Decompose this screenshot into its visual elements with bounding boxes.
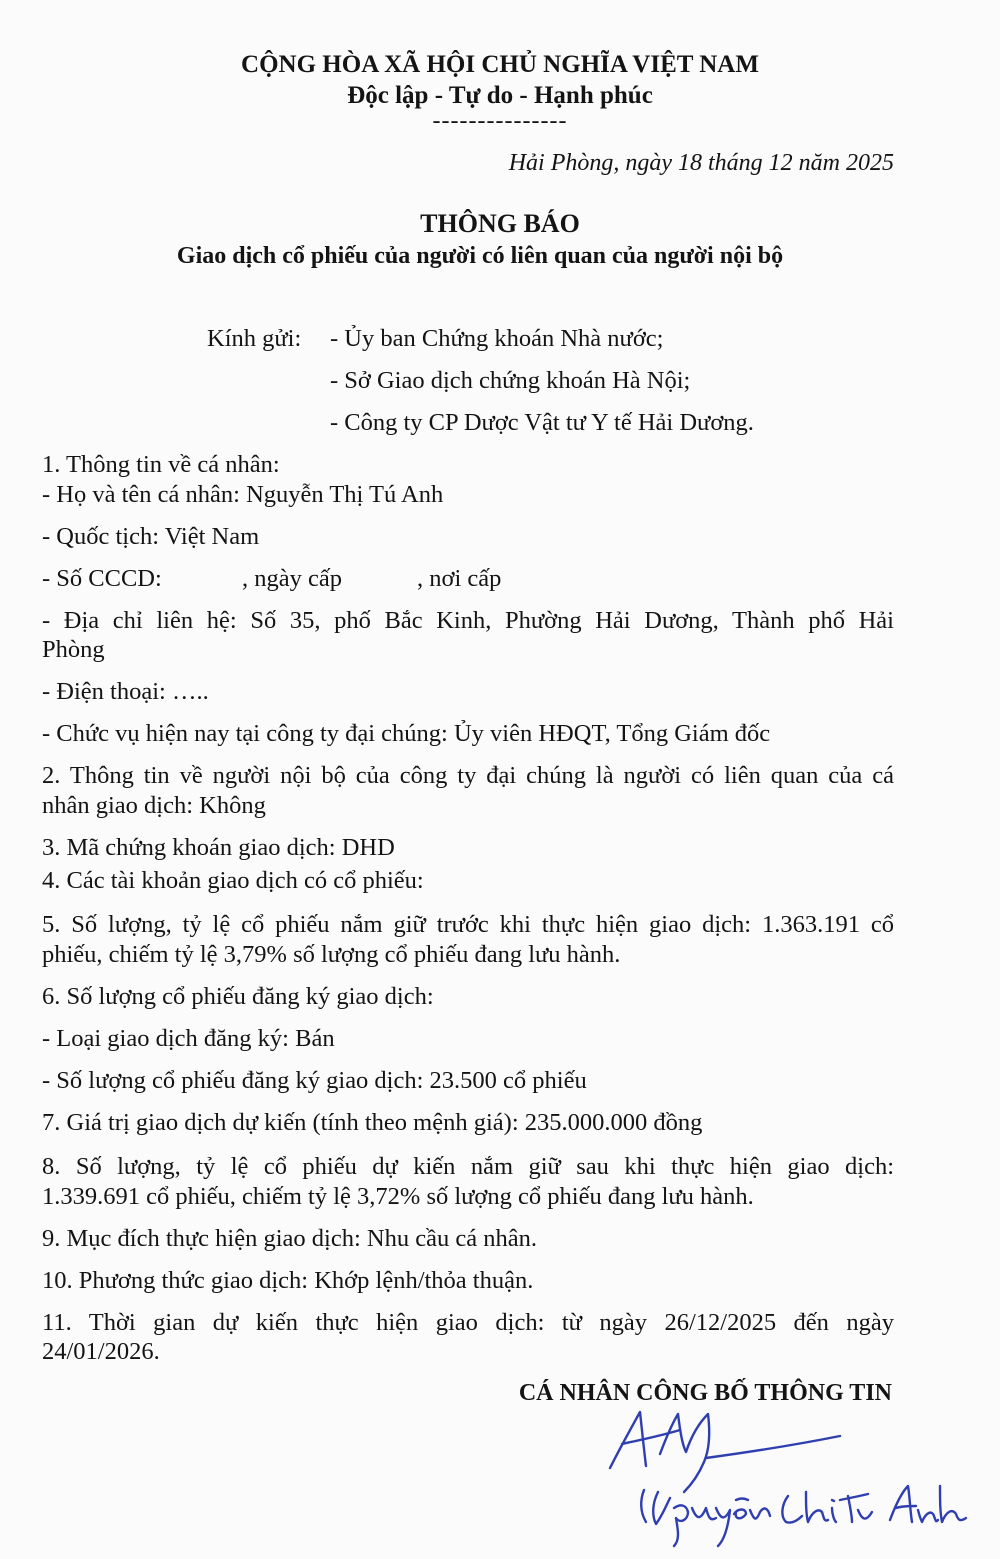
signature-heading: CÁ NHÂN CÔNG BỐ THÔNG TIN: [518, 1380, 892, 1406]
section-5-line-2: phiếu, chiếm tỷ lệ 3,79% số lượng cổ phiếu đang lưu hành.: [42, 941, 621, 968]
section-2-line-2: nhân giao dịch: Không: [42, 792, 266, 819]
section-8-line-1: 8. Số lượng, tỷ lệ cổ phiếu dự kiến nắm giữ sau khi thực hiện giao dịch:: [42, 1153, 894, 1180]
section-2-line-1: 2. Thông tin về người nội bộ của công ty đại chúng là người có liên quan của cá: [42, 762, 894, 789]
recipients-label: Kính gửi:: [207, 325, 302, 352]
section-6-title: 6. Số lượng cổ phiếu đăng ký giao dịch:: [42, 983, 434, 1010]
national-motto: Độc lập - Tự do - Hạnh phúc: [347, 82, 653, 109]
section-11-line-2: 24/01/2026.: [42, 1338, 160, 1365]
section-8-line-2: 1.339.691 cổ phiếu, chiếm tỷ lệ 3,72% số lượng cổ phiếu đang lưu hành.: [42, 1183, 754, 1210]
id-issue-date-label: , ngày cấp: [242, 565, 342, 592]
registered-quantity: - Số lượng cổ phiếu đăng ký giao dịch: 23.500 cổ phiếu: [42, 1067, 587, 1094]
expected-value: 7. Giá trị giao dịch dự kiến (tính theo mệnh giá): 235.000.000 đồng: [42, 1109, 703, 1136]
header-divider: ---------------: [432, 108, 568, 134]
place-date: Hải Phòng, ngày 18 tháng 12 năm 2025: [508, 150, 894, 176]
recipient-item: - Sở Giao dịch chứng khoán Hà Nội;: [330, 367, 691, 394]
individual-name: - Họ và tên cá nhân: Nguyễn Thị Tú Anh: [42, 481, 444, 508]
transaction-type: - Loại giao dịch đăng ký: Bán: [42, 1025, 335, 1052]
phone: - Điện thoại: …..: [42, 678, 209, 705]
recipient-item: - Ủy ban Chứng khoán Nhà nước;: [330, 325, 664, 352]
nationality: - Quốc tịch: Việt Nam: [42, 523, 260, 550]
stock-code: 3. Mã chứng khoán giao dịch: DHD: [42, 834, 395, 861]
trading-accounts: 4. Các tài khoản giao dịch có cổ phiếu:: [42, 867, 424, 894]
id-number-label: - Số CCCD:: [42, 565, 162, 592]
address-line-1: - Địa chỉ liên hệ: Số 35, phố Bắc Kinh, Phường Hải Dương, Thành phố Hải: [42, 607, 894, 634]
recipient-item: - Công ty CP Dược Vật tư Y tế Hải Dương.: [330, 409, 754, 436]
section-11-line-1: 11. Thời gian dự kiến thực hiện giao dịch: từ ngày 26/12/2025 đến ngày: [42, 1309, 894, 1336]
id-issue-place-label: , nơi cấp: [417, 565, 502, 592]
country-name: CỘNG HÒA XÃ HỘI CHỦ NGHĨA VIỆT NAM: [241, 51, 759, 78]
document-subtitle: Giao dịch cổ phiếu của người có liên quan của người nội bộ: [176, 243, 784, 269]
section-1-title: 1. Thông tin về cá nhân:: [42, 451, 280, 478]
transaction-method: 10. Phương thức giao dịch: Khớp lệnh/thỏa thuận.: [42, 1267, 534, 1294]
handwritten-signature: [600, 1400, 990, 1550]
transaction-purpose: 9. Mục đích thực hiện giao dịch: Nhu cầu cá nhân.: [42, 1225, 537, 1252]
section-5-line-1: 5. Số lượng, tỷ lệ cổ phiếu nắm giữ trước khi thực hiện giao dịch: 1.363.191 cổ: [42, 911, 894, 938]
address-line-2: Phòng: [42, 636, 105, 663]
current-position: - Chức vụ hiện nay tại công ty đại chúng: Ủy viên HĐQT, Tổng Giám đốc: [42, 720, 771, 747]
document-title: THÔNG BÁO: [420, 209, 580, 238]
